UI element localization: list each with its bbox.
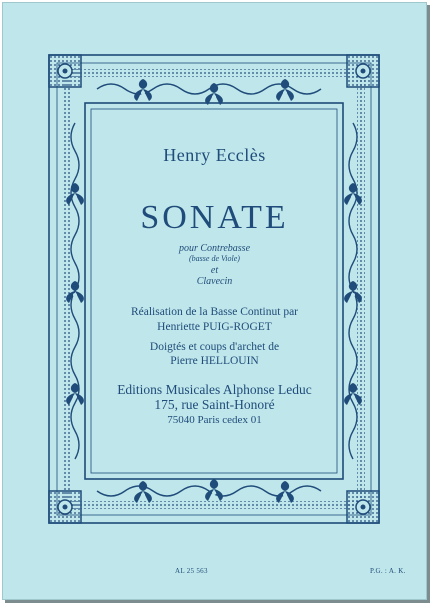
ornamental-frame <box>3 3 426 599</box>
instrumentation-line-2: (basse de Viole) <box>189 254 240 263</box>
publisher-address: 175, rue Saint-Honoré <box>154 397 275 412</box>
composer-name: Henry Ecclès <box>163 145 266 165</box>
score-cover <box>2 2 427 600</box>
price-code: P.G. : A. K. <box>370 567 406 575</box>
instrumentation-line-1: pour Contrebasse <box>178 243 251 254</box>
work-title: SONATE <box>140 199 289 236</box>
publisher-city: 75040 Paris cedex 01 <box>167 414 262 426</box>
fingering-credit: Doigtés et coups d'archet de <box>149 341 280 353</box>
realisation-name: Henriette PUIG-ROGET <box>157 321 272 333</box>
fingering-name: Pierre HELLOUIN <box>170 355 259 367</box>
publisher-name: Editions Musicales Alphonse Leduc <box>117 382 312 397</box>
instrumentation-line-4: Clavecin <box>196 276 233 287</box>
realisation-credit: Réalisation de la Basse Continut par <box>130 306 299 318</box>
catalog-number: AL 25 563 <box>175 567 208 575</box>
instrumentation-line-3: et <box>210 265 219 276</box>
